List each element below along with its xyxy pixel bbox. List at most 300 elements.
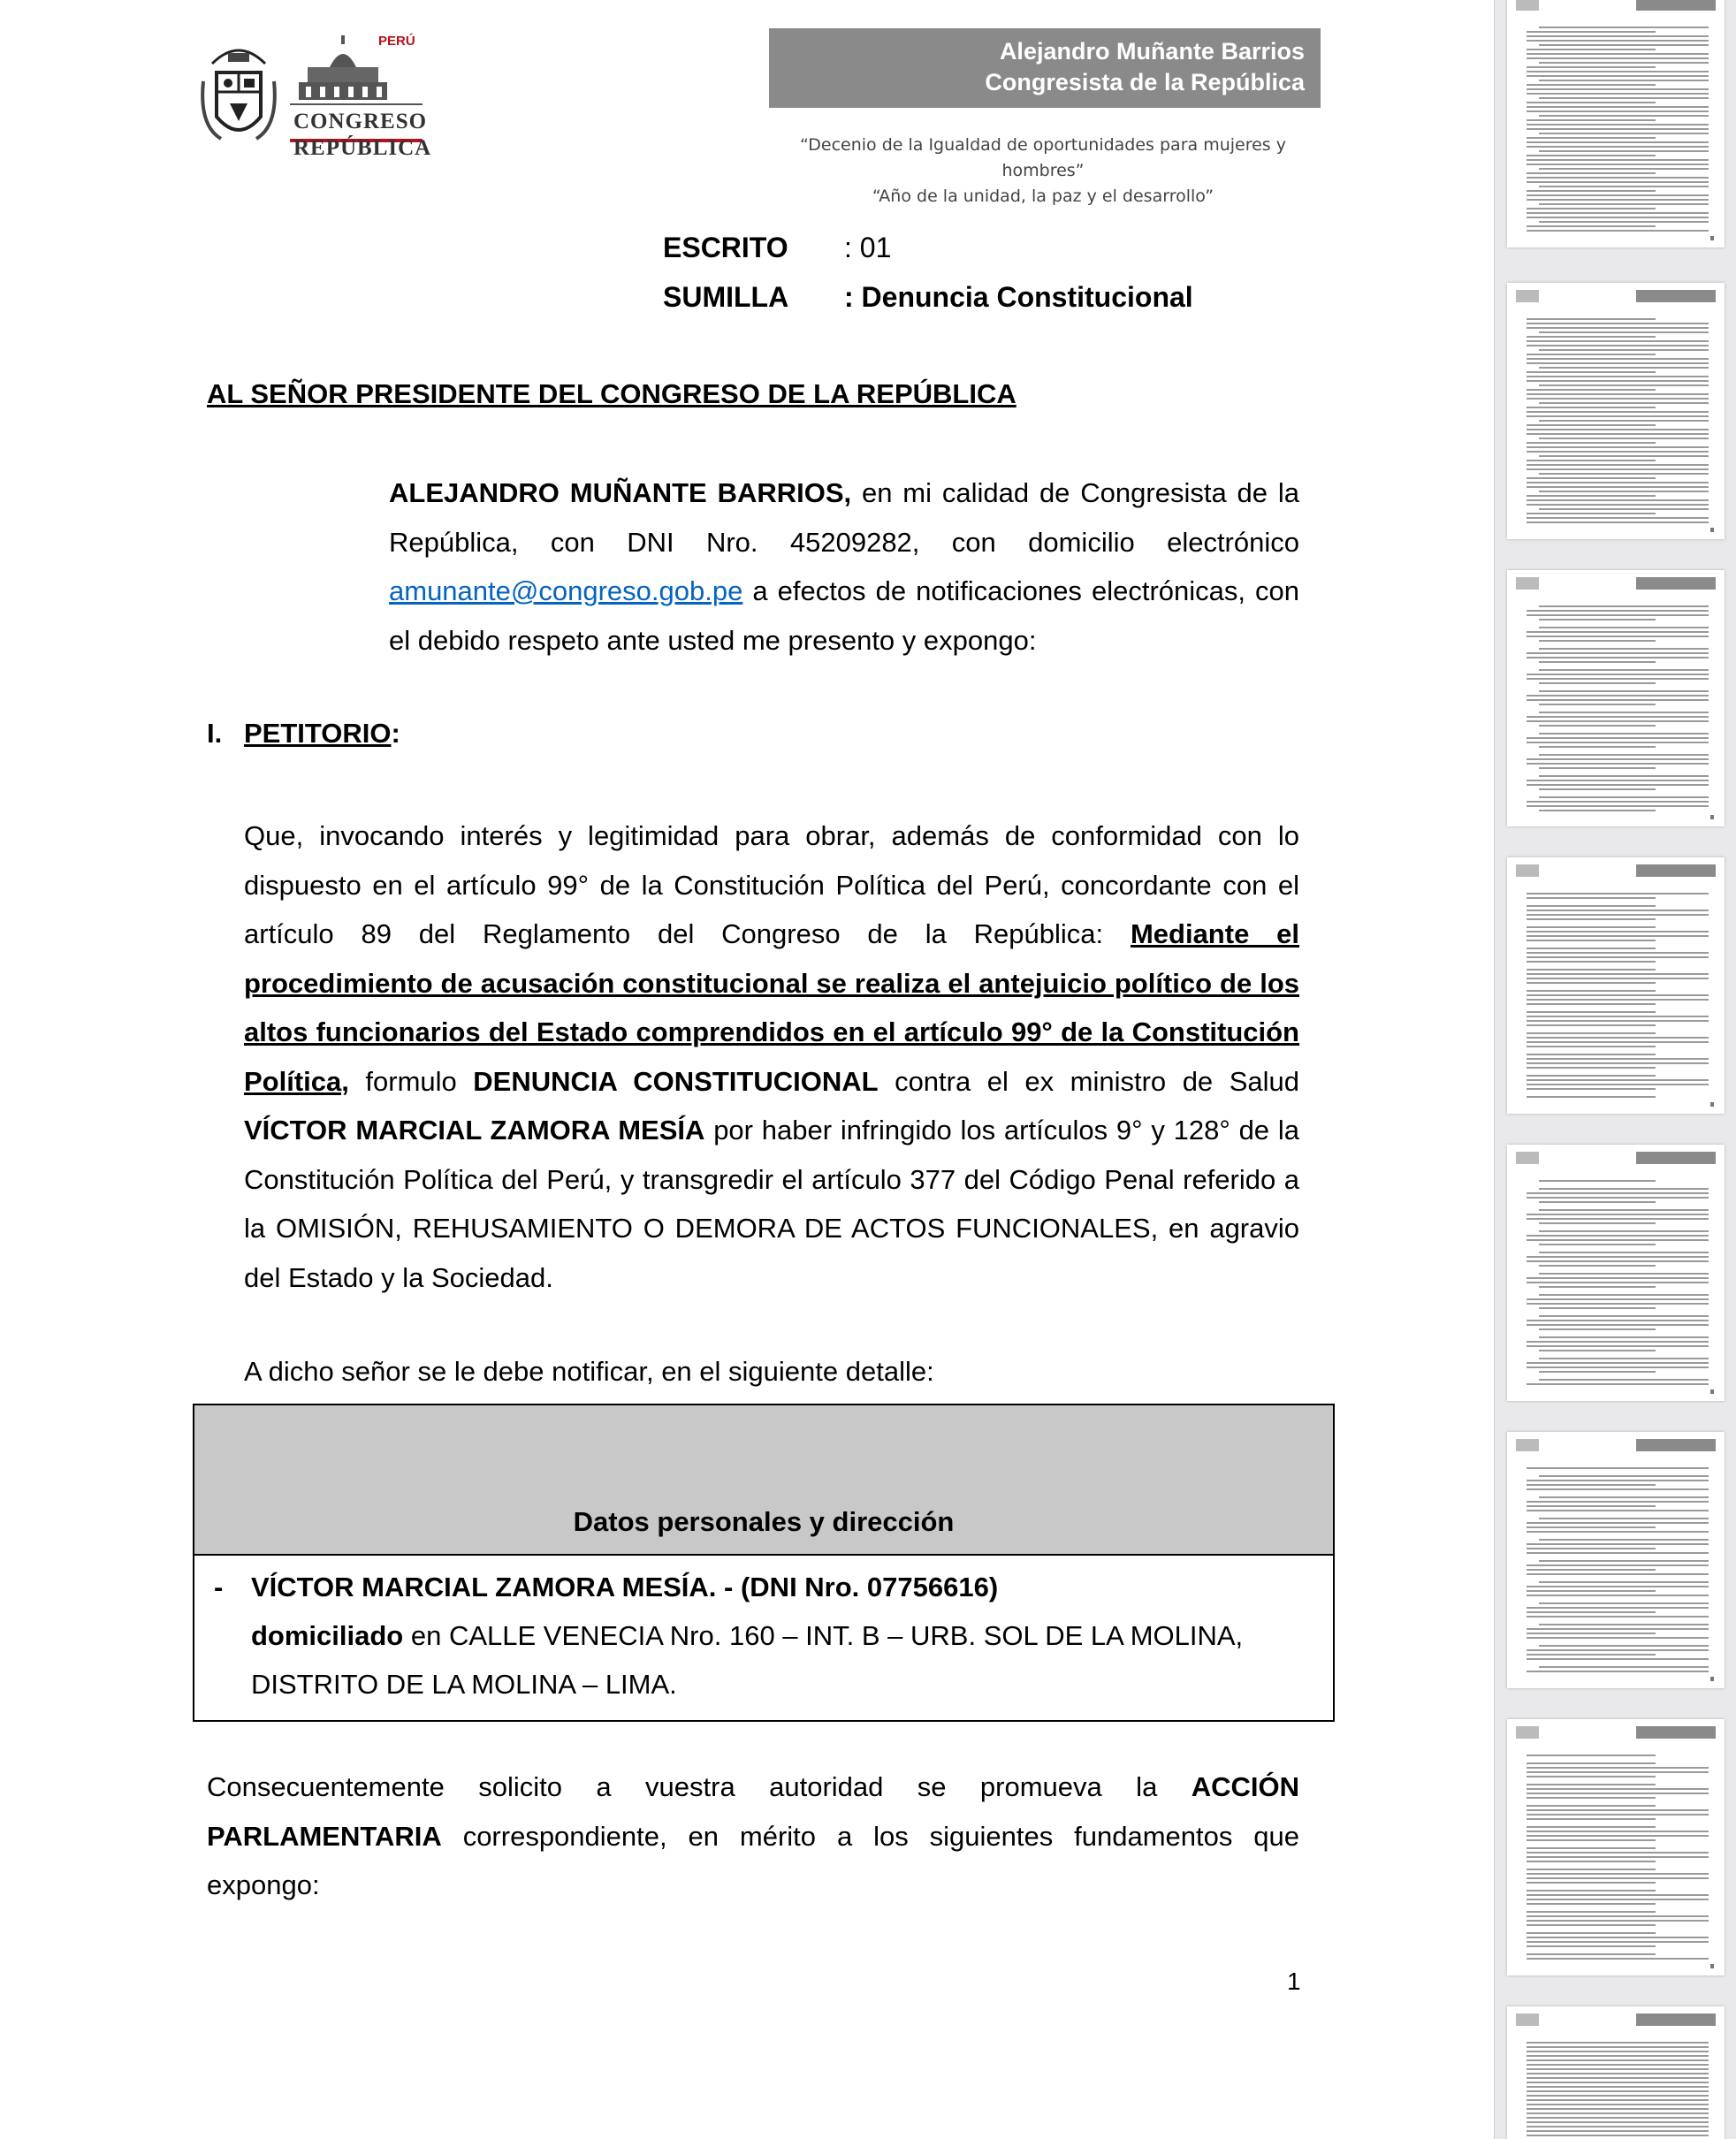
- thumbnail-text-line: [1539, 186, 1709, 187]
- thumbnail-text-line: [1527, 1835, 1709, 1837]
- thumbnail-text-line: [1527, 71, 1709, 72]
- thumbnail-text-line: [1527, 1510, 1709, 1511]
- logo-republica-label: REPÚBLICA: [293, 136, 432, 160]
- thumbnail-text-line: [1527, 398, 1709, 400]
- thumbnail-text-line: [1527, 477, 1656, 479]
- thumbnail-text-line: [1527, 230, 1709, 232]
- thumbnail-text-line: [1527, 1345, 1709, 1347]
- thumbnail-text-line: [1527, 657, 1709, 658]
- petitorio-text-b: formulo: [348, 1065, 474, 1097]
- intro-text-2: a efectos de notificaciones electrónicas, con el debido respeto ante usted me presento y expongo:: [389, 575, 1299, 656]
- thumbnail-text-line: [1527, 40, 1709, 42]
- page-thumbnail[interactable]: [1507, 1145, 1725, 1401]
- thumbnail-text-line: [1527, 393, 1709, 395]
- thumbnail-text-line: [1527, 2117, 1709, 2119]
- row-domiciliado: domiciliado: [251, 1620, 404, 1651]
- page-thumbnail[interactable]: [1507, 2006, 1725, 2139]
- thumbnail-text-line: [1527, 1366, 1709, 1368]
- thumbnail-name-box: [1636, 1726, 1716, 1739]
- thumbnail-text-line: [1527, 1586, 1709, 1587]
- thumbnail-text-line: [1527, 1526, 1656, 1528]
- thumbnail-text-line: [1527, 1856, 1709, 1858]
- thumbnail-text-line: [1527, 1037, 1709, 1039]
- thumbnail-text-line: [1539, 221, 1709, 223]
- thumbnail-text-line: [1527, 720, 1709, 722]
- thumbnail-text-line: [1527, 801, 1709, 803]
- thumbnail-text-line: [1527, 931, 1709, 932]
- thumbnail-text-line: [1527, 336, 1656, 338]
- thumbnail-text-line: [1527, 358, 1709, 360]
- thumbnail-text-line: [1527, 31, 1656, 33]
- page-thumbnails-sidebar[interactable]: [1494, 0, 1736, 2139]
- thumbnail-text-line: [1539, 682, 1656, 684]
- thumbnail-text-line: [1527, 897, 1656, 899]
- thumbnail-text-line: [1527, 1776, 1656, 1777]
- thumbnail-text-line: [1527, 1488, 1709, 1490]
- thumbnail-text-line: [1527, 1041, 1709, 1043]
- thumbnail-text-line: [1527, 1595, 1709, 1596]
- thumbnail-text-line: [1539, 605, 1709, 607]
- thumbnail-text-line: [1527, 1882, 1656, 1884]
- thumbnail-text-line: [1527, 978, 1709, 979]
- logo-peru-label: PERÚ: [378, 34, 415, 49]
- thumbnail-text-line: [1539, 1666, 1709, 1668]
- thumbnail-name-box: [1636, 290, 1716, 302]
- row-text: [251, 1563, 1312, 1709]
- section-petitorio-heading: [207, 718, 400, 750]
- thumbnail-text-line: [1527, 2073, 1709, 2074]
- thumbnail-logo: [1516, 1439, 1539, 1451]
- thumbnail-page-number: [1710, 236, 1714, 240]
- thumbnail-text-line: [1527, 926, 1656, 928]
- thumbnail-text-line: [1539, 648, 1709, 650]
- thumbnail-text-line: [1539, 704, 1656, 705]
- intro-text-1: en mi calidad de Congresista de la República, con DNI Nro. 45209282, con domicilio electrónico: [389, 477, 1299, 558]
- notify-paragraph: A dicho señor se le debe notificar, en el siguiente detalle:: [244, 1356, 934, 1387]
- thumbnail-page-number: [1710, 1964, 1714, 1968]
- thumbnail-text-line: [1527, 1611, 1656, 1613]
- thumbnail-text-line: [1527, 1755, 1656, 1756]
- thumbnail-text-line: [1527, 1847, 1656, 1849]
- thumbnail-text-line: [1527, 181, 1709, 183]
- thumbnail-text-line: [1527, 940, 1656, 941]
- escrito-label: ESCRITO: [663, 232, 788, 263]
- thumbnail-text-line: [1527, 124, 1709, 126]
- thumbnail-text-line: [1527, 1877, 1709, 1879]
- thumbnail-text-line: [1527, 1341, 1709, 1343]
- thumbnail-text-line: [1539, 508, 1709, 510]
- congress-logo: [194, 25, 432, 166]
- thumbnail-text-line: [1527, 1911, 1656, 1913]
- thumbnail-text-line: [1527, 411, 1709, 413]
- thumbnail-text-line: [1527, 2082, 1709, 2083]
- thumbnail-text-line: [1527, 199, 1709, 201]
- row-name: VÍCTOR MARCIAL ZAMORA MESÍA. - (DNI Nro. 07756616): [251, 1572, 999, 1602]
- thumbnail-text-line: [1527, 2126, 1709, 2128]
- thumbnail-text-line: [1539, 619, 1656, 620]
- thumbnail-text-line: [1527, 2055, 1709, 2057]
- thumbnail-text-line: [1539, 661, 1656, 663]
- thumbnail-text-line: [1527, 1362, 1709, 1364]
- escrito-line: [663, 232, 891, 264]
- thumbnail-text-line: [1527, 429, 1709, 430]
- thumbnail-text-line: [1527, 102, 1656, 103]
- thumbnail-text-line: [1527, 1084, 1709, 1085]
- thumbnail-text-line: [1527, 84, 1656, 86]
- thumbnail-text-line: [1527, 513, 1656, 514]
- thumbnail-text-line: [1539, 402, 1709, 404]
- thumbnail-text-line: [1527, 1277, 1709, 1279]
- thumbnail-page-number: [1710, 528, 1714, 532]
- thumbnail-text-line: [1527, 93, 1709, 95]
- thumbnail-text-line: [1527, 910, 1709, 911]
- thumbnail-text-line: [1527, 1062, 1709, 1064]
- sumilla-line: [663, 281, 1193, 314]
- thumbnail-text-line: [1527, 1260, 1709, 1262]
- thumbnail-text-line: [1527, 914, 1709, 916]
- thumbnail-text-line: [1527, 1075, 1656, 1077]
- thumbnail-text-line: [1527, 128, 1709, 130]
- thumbnail-text-line: [1539, 1358, 1709, 1359]
- thumbnail-text-line: [1527, 2130, 1709, 2132]
- logo-congreso-label: CONGRESO: [293, 110, 428, 133]
- thumbnail-text-line: [1527, 146, 1709, 148]
- thumbnail-text-line: [1527, 1899, 1709, 1900]
- name-line: Alejandro Muñante Barrios: [999, 38, 1305, 65]
- thumbnail-text-line: [1527, 1235, 1709, 1237]
- thumbnail-text-line: [1527, 678, 1709, 680]
- thumbnail-text-line: [1539, 1273, 1709, 1275]
- thumbnail-text-line: [1527, 1788, 1709, 1790]
- thumbnail-text-line: [1527, 2046, 1709, 2048]
- decenio-line-1: “Decenio de la Igualdad de oportunidades para mujeres y hombres”: [800, 135, 1286, 180]
- table-header: Datos personales y dirección: [194, 1405, 1333, 1556]
- thumbnail-text-line: [1527, 88, 1709, 90]
- thumbnail-page-number: [1710, 1677, 1714, 1681]
- thumbnail-text-line: [1527, 636, 1709, 637]
- thumbnail-text-line: [1527, 1784, 1656, 1785]
- escrito-value: : 01: [844, 232, 892, 263]
- page-thumbnail[interactable]: [1507, 857, 1725, 1114]
- closing-bold: ACCIÓN PARLAMENTARIA: [207, 1771, 1299, 1852]
- thumbnail-text-line: [1527, 1762, 1656, 1764]
- thumbnail-text-line: [1539, 367, 1709, 369]
- thumbnail-name-box: [1636, 577, 1716, 590]
- thumbnail-text-line: [1527, 742, 1709, 743]
- thumbnail-text-line: [1539, 754, 1709, 756]
- thumbnail-text-line: [1527, 1958, 1709, 1960]
- peru-coat-of-arms-icon: [194, 37, 283, 161]
- thumbnail-text-line: [1527, 1298, 1709, 1300]
- thumbnail-text-line: [1527, 893, 1709, 894]
- thumbnail-text-line: [1527, 2108, 1709, 2110]
- thumbnail-logo: [1516, 290, 1539, 302]
- thumbnail-text-line: [1527, 2121, 1709, 2123]
- thumbnail-text-line: [1539, 1379, 1709, 1381]
- thumbnail-text-line: [1527, 57, 1709, 59]
- thumbnail-text-line: [1527, 990, 1656, 992]
- petitorio-paragraph: [244, 811, 1299, 1302]
- thumbnail-text-line: [1527, 1046, 1656, 1047]
- thumbnail-text-line: [1527, 1831, 1709, 1832]
- thumbnail-text-line: [1527, 1011, 1656, 1013]
- thumbnail-text-line: [1527, 190, 1656, 192]
- thumbnail-text-line: [1527, 1937, 1709, 1938]
- page-thumbnail[interactable]: [1507, 283, 1725, 539]
- thumbnail-text-line: [1539, 1315, 1709, 1317]
- thumbnail-text-line: [1527, 172, 1656, 174]
- thumbnail-text-line: [1527, 1197, 1709, 1199]
- thumbnail-text-line: [1527, 164, 1709, 165]
- thumbnail-text-line: [1527, 956, 1709, 958]
- petitorio-text-c: contra el ex ministro de Salud: [878, 1065, 1299, 1097]
- thumbnail-text-line: [1539, 767, 1656, 769]
- thumbnail-text-line: [1527, 1192, 1709, 1194]
- thumbnail-text-line: [1539, 1645, 1709, 1647]
- thumbnail-text-line: [1527, 1628, 1709, 1630]
- thumbnail-text-line: [1539, 690, 1709, 692]
- thumbnail-text-line: [1527, 674, 1709, 675]
- thumbnail-text-line: [1539, 1286, 1656, 1288]
- thumbnail-text-line: [1527, 994, 1709, 996]
- thumbnail-text-line: [1527, 504, 1709, 506]
- thumbnail-text-line: [1539, 27, 1709, 28]
- thumbnail-text-line: [1539, 640, 1656, 642]
- thumbnail-text-line: [1527, 631, 1709, 633]
- thumbnail-name-box: [1636, 1152, 1716, 1164]
- thumbnail-text-line: [1527, 1590, 1656, 1592]
- sumilla-value: : Denuncia Constitucional: [844, 281, 1193, 313]
- page-thumbnail[interactable]: [1507, 0, 1725, 247]
- thumbnail-text-line: [1527, 194, 1709, 196]
- thumbnail-text-line: [1527, 1256, 1709, 1258]
- thumbnail-text-line: [1527, 424, 1656, 426]
- thumbnail-text-line: [1527, 110, 1709, 112]
- thumbnail-text-line: [1527, 1079, 1709, 1081]
- thumbnail-text-line: [1527, 1793, 1709, 1794]
- thumbnail-text-line: [1539, 115, 1709, 117]
- page-thumbnail[interactable]: [1507, 570, 1725, 826]
- thumbnail-logo: [1516, 1152, 1539, 1164]
- thumbnail-text-line: [1527, 1218, 1709, 1220]
- thumbnail-text-line: [1527, 1569, 1656, 1571]
- thumbnail-text-line: [1539, 1307, 1656, 1309]
- thumbnail-text-line: [1539, 168, 1709, 170]
- thumbnail-text-line: [1527, 1032, 1656, 1034]
- thumbnail-text-line: [1527, 1903, 1656, 1905]
- thumbnail-name-box: [1636, 2013, 1716, 2026]
- page-thumbnail[interactable]: [1507, 1719, 1725, 1975]
- thumbnail-page-number: [1710, 1389, 1714, 1394]
- thumbnail-text-line: [1527, 1016, 1709, 1017]
- thumbnail-text-line: [1527, 362, 1709, 364]
- thumbnail-text-line: [1539, 1188, 1709, 1190]
- thumbnail-text-line: [1527, 1505, 1656, 1507]
- thumbnail-text-line: [1527, 2104, 1709, 2105]
- thumbnail-text-line: [1527, 75, 1709, 77]
- thumbnail-text-line: [1527, 610, 1709, 612]
- thumbnail-text-line: [1539, 1252, 1709, 1253]
- thumbnail-text-line: [1527, 433, 1709, 435]
- thumbnail-text-line: [1539, 384, 1709, 386]
- thumbnail-logo: [1516, 0, 1539, 11]
- thumbnail-text-line: [1527, 1861, 1656, 1862]
- sumilla-label: SUMILLA: [663, 281, 789, 313]
- thumbnail-text-line: [1527, 1214, 1709, 1215]
- thumbnail-text-line: [1527, 1771, 1709, 1773]
- thumbnail-text-line: [1539, 1350, 1656, 1351]
- thumbnail-text-line: [1527, 961, 1656, 963]
- thumbnail-text-line: [1527, 217, 1709, 218]
- thumbnail-text-line: [1527, 1607, 1709, 1609]
- petitorio-bold-denuncia: DENUNCIA CONSTITUCIONAL: [473, 1065, 879, 1097]
- thumbnail-text-line: [1527, 407, 1656, 408]
- thumbnail-text-line: [1527, 1282, 1709, 1283]
- thumbnail-text-line: [1527, 1920, 1709, 1922]
- thumbnail-text-line: [1527, 763, 1709, 765]
- thumbnail-text-line: [1527, 2068, 1709, 2070]
- thumbnail-text-line: [1539, 133, 1709, 134]
- thumbnail-text-line: [1527, 499, 1709, 501]
- thumbnail-text-line: [1527, 1383, 1709, 1385]
- congressman-name-box: [769, 28, 1321, 108]
- section-colon: :: [391, 718, 400, 749]
- thumbnail-text-line: [1527, 1924, 1656, 1926]
- thumbnail-text-line: [1527, 1873, 1709, 1875]
- thumbnail-text-line: [1527, 495, 1656, 497]
- thumbnail-text-line: [1539, 1230, 1709, 1232]
- thumbnail-page-number: [1710, 815, 1714, 819]
- petitorio-text-a: Que, invocando interés y legitimidad para obrar, además de conformidad con lo dispuesto en el artículo 99° de la Constitución Política del Perú, concordante con el artículo 89 del Reglamento del Congreso de la República:: [244, 820, 1299, 949]
- thumbnail-text-line: [1527, 1239, 1709, 1241]
- thumbnail-text-line: [1527, 1826, 1656, 1828]
- thumbnail-text-line: [1527, 1020, 1709, 1022]
- row-dash: -: [214, 1572, 224, 1602]
- petitorio-underlined-text: Mediante el procedimiento de acusación constitucional se realiza el antejuicio político de los altos funcionarios del Estado comprendidos en el artículo 99° de la Constitución Política,: [244, 918, 1299, 1097]
- addressee-heading: AL SEÑOR PRESIDENTE DEL CONGRESO DE LA REPÚBLICA: [207, 378, 1016, 409]
- thumbnail-text-line: [1527, 1003, 1656, 1005]
- thumbnail-text-line: [1539, 44, 1709, 46]
- thumbnail-text-line: [1527, 155, 1656, 156]
- thumbnail-text-line: [1527, 446, 1709, 448]
- thumbnail-text-line: [1539, 1624, 1709, 1625]
- thumbnail-text-line: [1527, 716, 1709, 718]
- thumbnail-text-line: [1527, 119, 1656, 121]
- page-thumbnail[interactable]: [1507, 1432, 1725, 1688]
- thumbnail-text-line: [1539, 810, 1656, 811]
- thumbnail-text-line: [1539, 473, 1709, 475]
- thumbnail-text-line: [1527, 1941, 1709, 1943]
- thumbnail-text-line: [1527, 969, 1656, 971]
- thumbnail-text-line: [1527, 1067, 1656, 1069]
- thumbnail-text-line: [1527, 999, 1709, 1001]
- thumbnail-text-line: [1527, 1890, 1656, 1892]
- thumbnail-text-line: [1527, 1809, 1709, 1811]
- thumbnail-text-line: [1527, 137, 1656, 139]
- thumbnail-text-line: [1527, 1839, 1656, 1841]
- thumbnail-name-box: [1636, 864, 1716, 877]
- email-link[interactable]: amunante@congreso.gob.pe: [389, 575, 743, 606]
- thumbnail-text-line: [1527, 1573, 1709, 1575]
- thumbnail-text-line: [1527, 1522, 1709, 1524]
- thumbnail-text-line: [1527, 784, 1709, 786]
- thumbnail-text-line: [1527, 2090, 1709, 2092]
- petitorio-text-d: por haber infringido los artículos 9° y 128° de la Constitución Política del Perú, y transgredir el artículo 377 del Código Penal referido a la OMISIÓN, REHUSAMIENTO O DEMORA DE ACTOS FUNCIONALES, en agravio del Estado y la Sociedad.: [244, 1115, 1299, 1293]
- thumbnail-text-line: [1539, 1244, 1656, 1245]
- thumbnail-text-line: [1527, 1054, 1656, 1055]
- thumbnail-text-line: [1527, 327, 1709, 329]
- thumbnail-text-line: [1527, 2112, 1709, 2114]
- thumbnail-text-line: [1527, 2077, 1709, 2079]
- section-number: I.: [207, 718, 223, 749]
- thumbnail-text-line: [1527, 323, 1709, 324]
- thumbnail-text-line: [1527, 49, 1656, 50]
- thumbnail-text-line: [1527, 952, 1709, 954]
- thumbnail-text-line: [1539, 1265, 1656, 1267]
- thumbnail-text-line: [1527, 2059, 1709, 2061]
- thumbnail-text-line: [1527, 318, 1656, 320]
- thumbnail-text-line: [1527, 1658, 1709, 1660]
- thumbnail-text-line: [1527, 380, 1709, 382]
- thumbnail-text-line: [1539, 1371, 1656, 1373]
- thumbnail-text-line: [1527, 141, 1709, 143]
- section-title: PETITORIO: [244, 718, 392, 749]
- page-number: 1: [1287, 1968, 1301, 1995]
- thumbnail-text-line: [1539, 796, 1709, 798]
- thumbnail-text-line: [1527, 371, 1656, 373]
- thumbnail-text-line: [1527, 451, 1709, 453]
- closing-paragraph: [207, 1762, 1299, 1910]
- decenio-motto: [760, 133, 1326, 209]
- thumbnail-text-line: [1527, 159, 1709, 161]
- thumbnail-text-line: [1539, 775, 1709, 777]
- thumbnail-text-line: [1527, 1869, 1656, 1870]
- thumbnail-text-line: [1527, 415, 1709, 417]
- thumbnail-text-line: [1539, 1560, 1709, 1562]
- thumbnail-text-line: [1527, 935, 1709, 937]
- thumbnail-text-line: [1527, 1096, 1656, 1098]
- thumbnail-text-line: [1539, 491, 1709, 492]
- thumbnail-text-line: [1527, 1467, 1709, 1469]
- thumbnail-logo: [1516, 864, 1539, 877]
- thumbnail-text-line: [1527, 177, 1709, 179]
- thumbnail-text-line: [1527, 1852, 1709, 1854]
- thumbnail-name-box: [1636, 0, 1716, 11]
- thumbnail-text-line: [1527, 1894, 1709, 1896]
- thumbnail-text-line: [1539, 455, 1709, 457]
- thumbnail-text-line: [1527, 1805, 1656, 1807]
- thumbnail-logo: [1516, 1726, 1539, 1739]
- thumbnail-text-line: [1527, 2086, 1709, 2088]
- thumbnail-text-line: [1527, 1303, 1709, 1305]
- thumbnail-text-line: [1539, 150, 1709, 152]
- thumbnail-text-line: [1527, 345, 1709, 346]
- thumbnail-text-line: [1539, 725, 1656, 727]
- thumbnail-text-line: [1527, 2064, 1709, 2066]
- thumbnail-text-line: [1527, 780, 1709, 781]
- thumbnail-text-line: [1527, 1531, 1709, 1533]
- thumbnail-text-line: [1527, 805, 1709, 807]
- thumbnail-text-line: [1527, 225, 1656, 227]
- thumbnail-text-line: [1527, 66, 1656, 68]
- thumbnail-text-line: [1527, 2095, 1709, 2097]
- thumbnail-text-line: [1527, 652, 1709, 654]
- thumbnail-text-line: [1527, 614, 1709, 616]
- thumbnail-text-line: [1527, 340, 1709, 342]
- intro-name: ALEJANDRO MUÑANTE BARRIOS,: [389, 477, 852, 508]
- thumbnail-text-line: [1527, 1501, 1709, 1503]
- thumbnail-text-line: [1527, 737, 1709, 739]
